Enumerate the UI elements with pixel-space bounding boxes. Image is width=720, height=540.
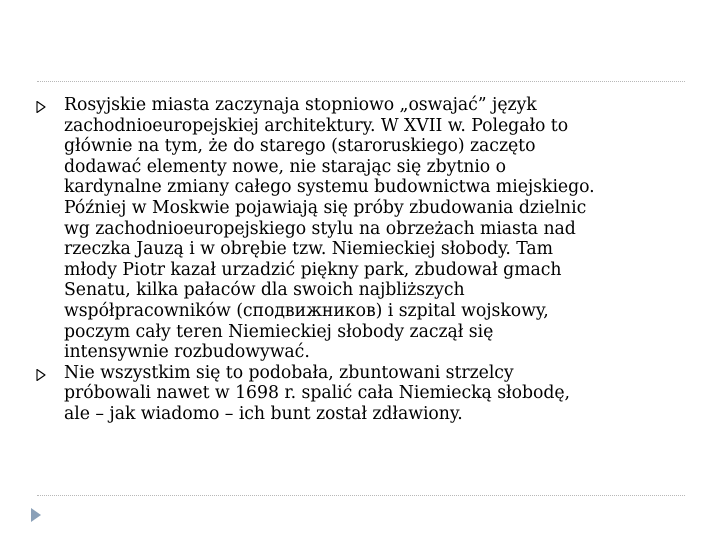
bottom-divider bbox=[37, 495, 685, 496]
triangle-bullet-icon bbox=[36, 101, 46, 113]
triangle-bullet-icon bbox=[36, 369, 46, 381]
bullet-list bbox=[30, 95, 690, 425]
next-slide-arrow-icon[interactable] bbox=[30, 507, 42, 523]
bullet-text-2: Nie wszystkim się to podobała, zbuntowani strzelcy próbowali nawet w 1698 r. spalić cała Niemiecką słobodę, ale – jak wiadomo – ich bunt został zdławiony. bbox=[64, 362, 570, 424]
bullet-item-1 bbox=[30, 95, 690, 363]
bullet-item-2 bbox=[30, 363, 690, 425]
bullet-text-1: Rosyjskie miasta zaczynaja stopniowo „oswajać” język zachodnioeuropejskiej architektury. W XVII w. Polegało to głównie na tym, że do starego (staroruskiego) zaczęto dodawać elementy nowe, nie starając się zbytnio o kardynalne zmiany całego systemu budownictwa miejskiego. Później w Moskwie pojawiają się próby zbudowania dzielnic wg zachodnioeuropejskiego stylu na obrzeżach miasta nad rzeczka Jauzą i w obrębie tzw. Niemieckiej słobody. Tam młody Piotr kazał urzadzić piękny park, zbudował gmach Senatu, kilka pałaców dla swoich najbliższych współpracowników (сподвижников) i szpital wojskowy, poczym cały teren Niemieckiej słobody zaczął się intensywnie rozbudowywać. bbox=[64, 95, 595, 363]
top-divider bbox=[37, 81, 685, 82]
